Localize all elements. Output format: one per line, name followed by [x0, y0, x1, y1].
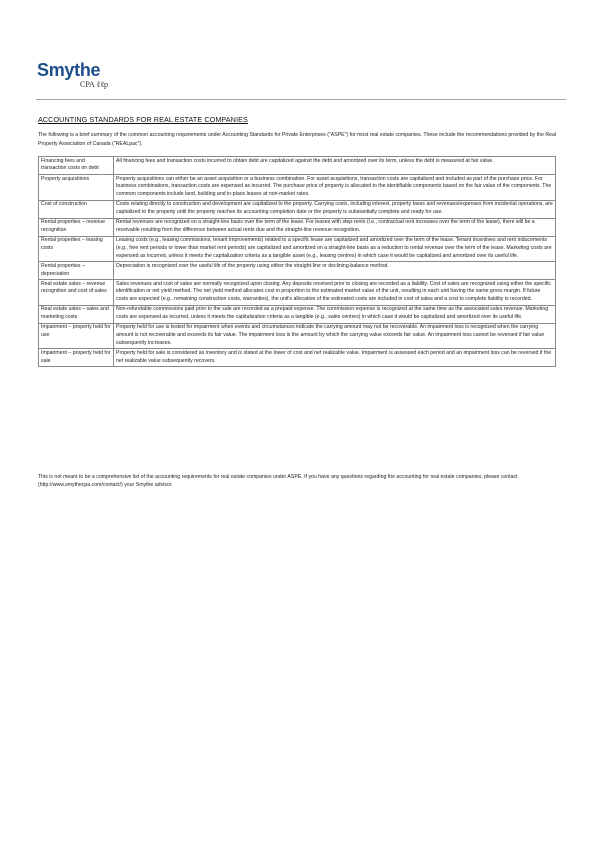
- topic-description: Rental revenues are recognized on a straight-line basis over the term of the lease. For leases with step-rents (i.e., contractual rent increases over the term of the lease), there will be a receivable resulting from the difference between actual rents due and the straight-line revenue recognition.: [114, 218, 556, 236]
- page-header: [36, 60, 566, 102]
- table-row: [39, 236, 556, 262]
- table-row: [39, 323, 556, 349]
- topic-description: Depreciation is recognized over the useful life of the property using either the straight-line or declining-balance method.: [114, 262, 556, 280]
- footer-paragraph: This is not meant to be a comprehensive list of the accounting requirements for real estate companies under ASPE. If you have any questions regarding the accounting for real estate companies, please contact (http://www.smythecpa.com/contact/) your Smythe advisor.: [38, 474, 518, 489]
- topic-label: Real estate sales – revenue recognition and cost of sales: [39, 280, 114, 306]
- intro-paragraph: The following is a brief summary of the common accounting requirements under Accounting Standards for Private Enterprises ("ASPE") for most real estate companies. These include the recommendations provided by the Real Property Association of Canada ("REALpac").: [38, 132, 556, 147]
- table-row: [39, 262, 556, 280]
- topic-description: Non-refundable commissions paid prior to the sale are recorded as a prepaid expense. The commission expense is recognized at the same time as the associated sales revenue. Marketing costs are expensed as incurred, unless it meets the capitalization criteria as a tangible (e.g., sales centres) in which case it would be capitalized and amortized over its useful life.: [114, 305, 556, 323]
- topic-label: Rental properties – revenue recognition: [39, 218, 114, 236]
- topic-label: Rental properties – leasing costs: [39, 236, 114, 262]
- table-row: [39, 200, 556, 218]
- topic-label: Impairment – property held for use: [39, 323, 114, 349]
- firm-logo: Smythe: [37, 60, 101, 80]
- header-divider: [36, 99, 566, 100]
- table-row: [39, 174, 556, 200]
- topic-label: Property acquisitions: [39, 174, 114, 200]
- page-title: ACCOUNTING STANDARDS FOR REAL ESTATE COMPANIES: [38, 115, 248, 124]
- topic-label: Rental properties – depreciation: [39, 262, 114, 280]
- topic-description: Property acquisitions can either be an asset acquisition or a business combination. For asset acquisitions, transaction costs are capitalized and included as part of the purchase price. For business combinations, transaction costs are expensed as incurred. The purchase price of property is allocated to the identifiable components based on the fair value of the components. The common components include land, building and in-place leases at non-market rates.: [114, 174, 556, 200]
- topic-label: Impairment – property held for sale: [39, 349, 114, 367]
- topic-label: Cost of construction: [39, 200, 114, 218]
- topic-label: Financing fees and transaction costs on debt: [39, 157, 114, 175]
- firm-logo-subtitle: CPA ℓℓp: [80, 80, 109, 89]
- topic-description: Costs relating directly to construction and development are capitalized to the property. Carrying costs, including interest, property taxes and revenues/expenses from incidental operations, are capitalized to the property until the property reaches its accounting completion date or the property is substantially complete and ready for use.: [114, 200, 556, 218]
- table-row: [39, 349, 556, 367]
- table-row: [39, 280, 556, 306]
- topic-label: Real estate sales – sales and marketing costs: [39, 305, 114, 323]
- topic-description: Leasing costs (e.g., leasing commissions, tenant improvements) related to a specific lease are capitalized and amortized over the term of the lease. Tenant incentives and rent inducements (e.g., free rent periods or lower than market rent periods) are capitalized and amortized on a straight-line basis as a reduction to rental revenue over the term of the lease. Marketing costs are expensed as incurred, unless it meets the capitalization criteria as a tangible asset (e.g., leasing centres) in which case it would be capitalized and amortized over its useful life.: [114, 236, 556, 262]
- topic-description: Property held for use is tested for impairment when events and circumstances indicate the carrying amount may not be recoverable. An impairment loss is recognized when the carrying amount is not recoverable and exceeds its fair value. The impairment loss is the amount by which the carrying value exceeds fair value. An impairment loss cannot be reversed if fair value subsequently increases.: [114, 323, 556, 349]
- table-row: [39, 218, 556, 236]
- topic-description: Sales revenues and cost of sales are normally recognized upon closing. Any deposits received prior to closing are recorded as a liability. Cost of sales are recognized using either the specific identification or net yield method. The net yield method allocates cost in proportion to the estimated market value of the unit, resulting in each unit having the same gross margin. If future costs are expected (e.g., remaining construction costs, warranties), the unit's allocation of the estimated costs are included in cost of sales and a cost to complete liability is recorded.: [114, 280, 556, 306]
- standards-table: [38, 156, 556, 367]
- topic-description: Property held for sale is considered as inventory and is stated at the lower of cost and net realizable value. Impairment is assessed each period and an impairment loss can be reversed if the net realizable value subsequently recovers.: [114, 349, 556, 367]
- table-row: [39, 305, 556, 323]
- table-row: [39, 157, 556, 175]
- topic-description: All financing fees and transaction costs incurred to obtain debt are capitalized against the debt and amortized over its term, unless the debt is measured at fair value.: [114, 157, 556, 175]
